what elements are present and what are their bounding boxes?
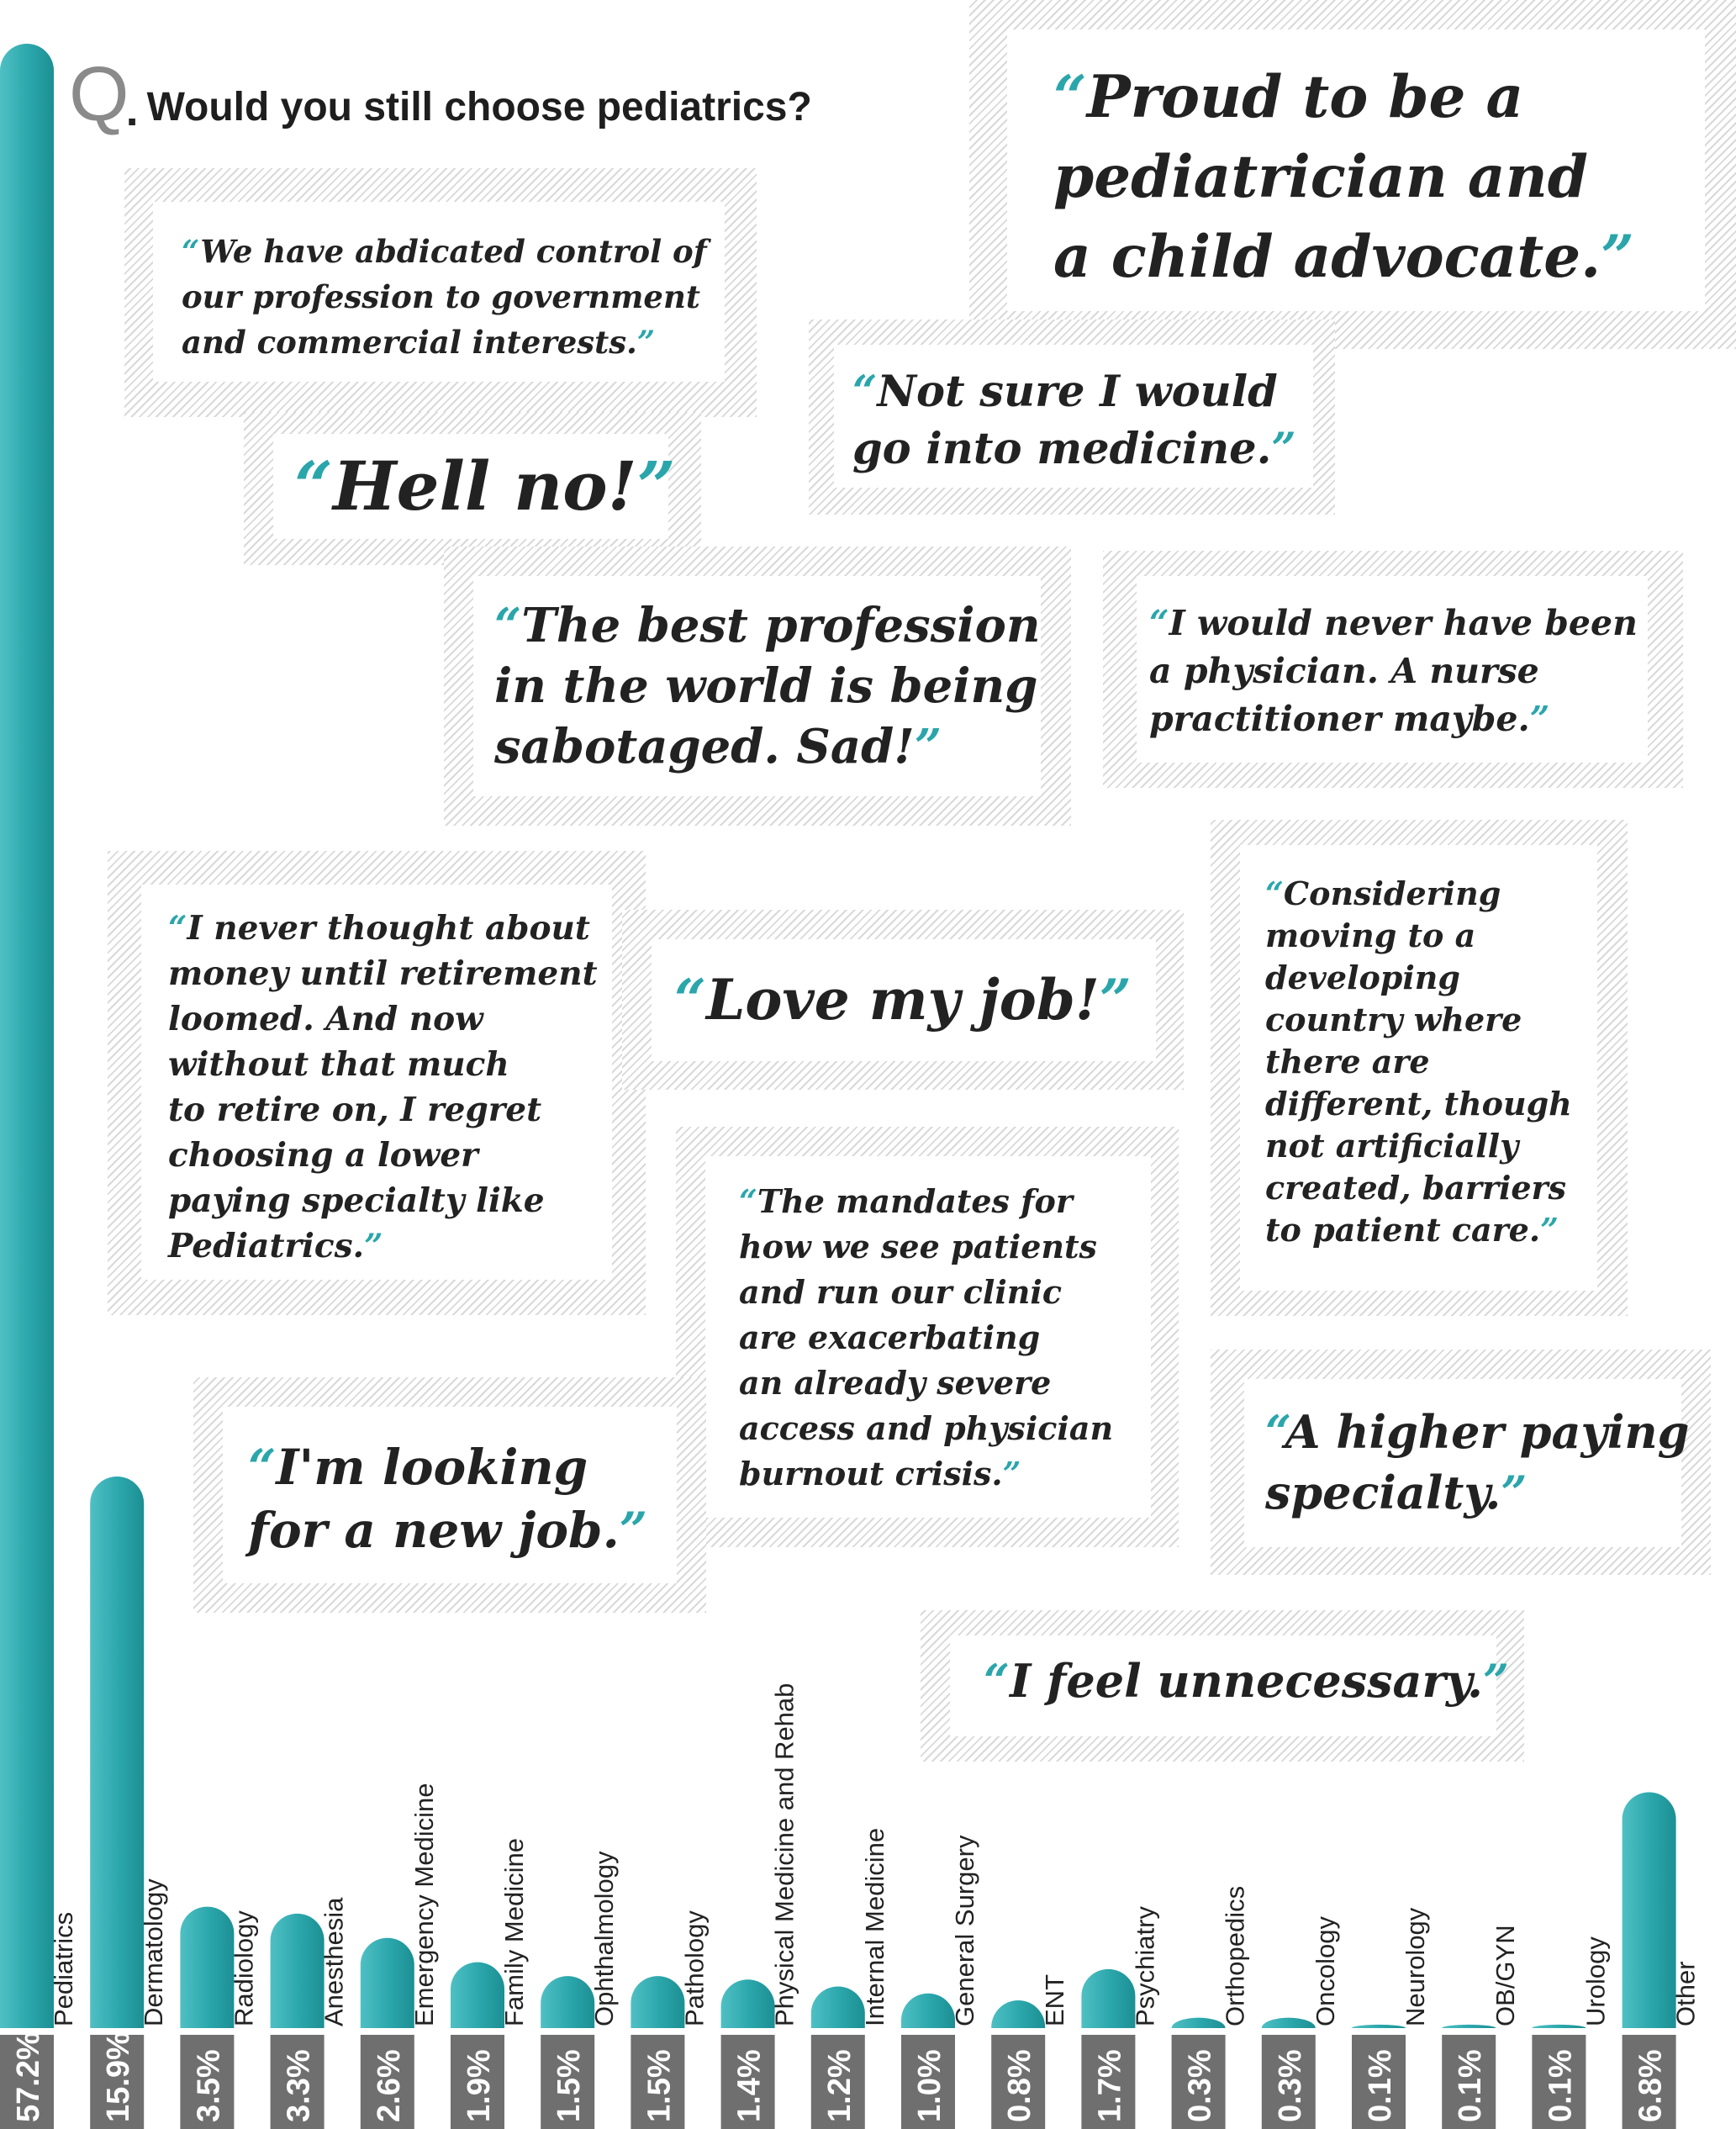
quote-box-not-sure-medicine: “Not sure I would go into medicine.”	[809, 320, 1335, 515]
bar-ob-gyn	[1442, 2025, 1496, 2028]
bar-radiology	[180, 1907, 234, 2028]
quote-box-never-physician: “I would never have been a physician. A nurse practitioner maybe.”	[1103, 551, 1683, 788]
category-label-general-surgery: General Surgery	[950, 1835, 979, 2026]
quote-box-love-my-job: “Love my job!”	[622, 910, 1184, 1090]
quote-box-looking-new-job: “I'm looking for a new job.”	[193, 1377, 706, 1613]
quote-text-retirement: I never thought about money until retirement loomed. And now without that much to retire on, I regret choosing a lower paying specialty like Pediatrics.	[168, 909, 598, 1265]
category-label-emergency-medicine: Emergency Medicine	[409, 1783, 439, 2026]
category-label-dermatology: Dermatology	[139, 1878, 169, 2026]
category-label-physical-medicine-and-rehab: Physical Medicine and Rehab	[769, 1683, 799, 2026]
value-label-internal-medicine: 1.2%	[821, 2049, 857, 2122]
quote-text-love-my-job: Love my job!	[705, 967, 1100, 1033]
category-label-family-medicine: Family Medicine	[499, 1838, 529, 2026]
value-label-anesthesia: 3.3%	[281, 2049, 317, 2122]
bar-general-surgery	[901, 1994, 955, 2028]
quote-box-proud-pediatrician: “Proud to be a pediatrician and a child advocate.”	[969, 0, 1736, 349]
category-label-neurology: Neurology	[1401, 1907, 1430, 2026]
category-label-ophthalmology: Ophthalmology	[589, 1851, 620, 2026]
quote-box-abdicated-control: “We have abdicated control of our profession to government and commercial interests.”	[124, 168, 757, 417]
category-label-pediatrics: Pediatrics	[49, 1911, 78, 2026]
value-label-general-surgery: 1.0%	[912, 2049, 947, 2122]
quote-text-proud-pediatrician: Proud to be a pediatrician and a child advocate.	[1053, 63, 1601, 291]
value-label-radiology: 3.5%	[191, 2049, 227, 2122]
bar-ent	[991, 2000, 1045, 2028]
value-label-ent: 0.8%	[1002, 2049, 1038, 2122]
bar-urology	[1532, 2025, 1586, 2028]
bar-anesthesia	[271, 1914, 325, 2028]
bar-family-medicine	[451, 1963, 504, 2028]
bar-physical-medicine-and-rehab	[721, 1979, 775, 2028]
category-label-anesthesia: Anesthesia	[319, 1897, 349, 2026]
bar-other	[1623, 1792, 1676, 2028]
category-label-oncology: Oncology	[1310, 1916, 1340, 2026]
value-label-neurology: 0.1%	[1363, 2049, 1398, 2122]
category-label-ob-gyn: OB/GYN	[1491, 1925, 1521, 2026]
value-label-emergency-medicine: 2.6%	[371, 2049, 407, 2122]
bar-orthopedics	[1172, 2018, 1226, 2028]
value-label-pediatrics: 57.2%	[11, 2031, 46, 2122]
question-dot: .	[125, 85, 139, 135]
quote-text-higher-paying: A higher paying specialty.	[1265, 1405, 1690, 1519]
bar-pediatrics	[0, 44, 54, 2028]
category-label-urology: Urology	[1580, 1936, 1611, 2026]
quote-text-feel-unnecessary: I feel unnecessary.	[1010, 1654, 1483, 1708]
category-label-internal-medicine: Internal Medicine	[859, 1827, 889, 2026]
value-label-pathology: 1.5%	[641, 2049, 678, 2122]
quote-text-looking-new-job: I'm looking for a new job.	[248, 1439, 620, 1559]
bar-pathology	[631, 1976, 684, 2028]
category-label-pathology: Pathology	[679, 1910, 710, 2026]
bar-neurology	[1352, 2025, 1406, 2028]
quote-box-best-profession: “The best profession in the world is being sabotaged. Sad!”	[444, 547, 1071, 826]
quote-box-retirement: “I never thought about money until retirement loomed. And now without that much to retire on, I regret choosing a lower paying specialty like Pediatrics.”	[108, 851, 646, 1315]
quote-box-hell-no: “Hell no!”	[244, 412, 701, 565]
quote-box-feel-unnecessary: “I feel unnecessary.”	[921, 1610, 1524, 1762]
category-label-psychiatry: Psychiatry	[1130, 1906, 1160, 2026]
question-letter: Q	[69, 51, 126, 137]
category-label-other: Other	[1670, 1961, 1701, 2026]
value-label-dermatology: 15.9%	[101, 2031, 137, 2122]
quote-text-abdicated-control: We have abdicated control of our profession to government and commercial interests.	[182, 233, 707, 361]
bar-dermatology	[90, 1477, 144, 2028]
value-label-oncology: 0.3%	[1272, 2049, 1308, 2122]
bar-oncology	[1262, 2018, 1316, 2028]
value-label-physical-medicine-and-rehab: 1.4%	[731, 2049, 768, 2122]
value-label-psychiatry: 1.7%	[1092, 2049, 1128, 2122]
value-label-ophthalmology: 1.5%	[551, 2049, 588, 2122]
value-label-other: 6.8%	[1633, 2049, 1669, 2122]
quote-text-mandates: The mandates for how we see patients and run our clinic are exacerbating an already severe access and physician burnout crisis.	[739, 1182, 1114, 1492]
quote-text-hell-no: Hell no!	[333, 446, 637, 526]
quote-text-not-sure-medicine: Not sure I would go into medicine.	[852, 367, 1278, 474]
bar-ophthalmology	[541, 1976, 594, 2028]
quote-box-developing-country: “Considering moving to a developing country where there are different, though not artificially created, barriers to patient care.”	[1211, 820, 1628, 1316]
category-label-radiology: Radiology	[229, 1910, 259, 2026]
quote-box-mandates: “The mandates for how we see patients and run our clinic are exacerbating an already severe access and physician burnout crisis.”	[676, 1127, 1179, 1547]
value-label-orthopedics: 0.3%	[1182, 2049, 1218, 2122]
bar-internal-medicine	[811, 1986, 865, 2028]
quote-text-best-profession: The best profession in the world is being sabotaged. Sad!	[494, 598, 1041, 774]
value-label-family-medicine: 1.9%	[462, 2049, 497, 2122]
bar-psychiatry	[1081, 1969, 1135, 2028]
bar-emergency-medicine	[361, 1938, 414, 2028]
question-text: Would you still choose pediatrics?	[146, 85, 812, 129]
value-label-urology: 0.1%	[1543, 2049, 1579, 2122]
quote-text-never-physician: I would never have been a physician. A nurse practitioner maybe.	[1149, 603, 1638, 739]
category-label-ent: ENT	[1040, 1974, 1070, 2026]
value-label-ob-gyn: 0.1%	[1453, 2049, 1489, 2122]
quote-box-higher-paying: “A higher paying specialty.”	[1211, 1350, 1711, 1575]
quote-text-developing-country: Considering moving to a developing country where there are different, though not artificially created, barriers to patient care.	[1265, 874, 1572, 1249]
category-label-orthopedics: Orthopedics	[1220, 1885, 1250, 2026]
